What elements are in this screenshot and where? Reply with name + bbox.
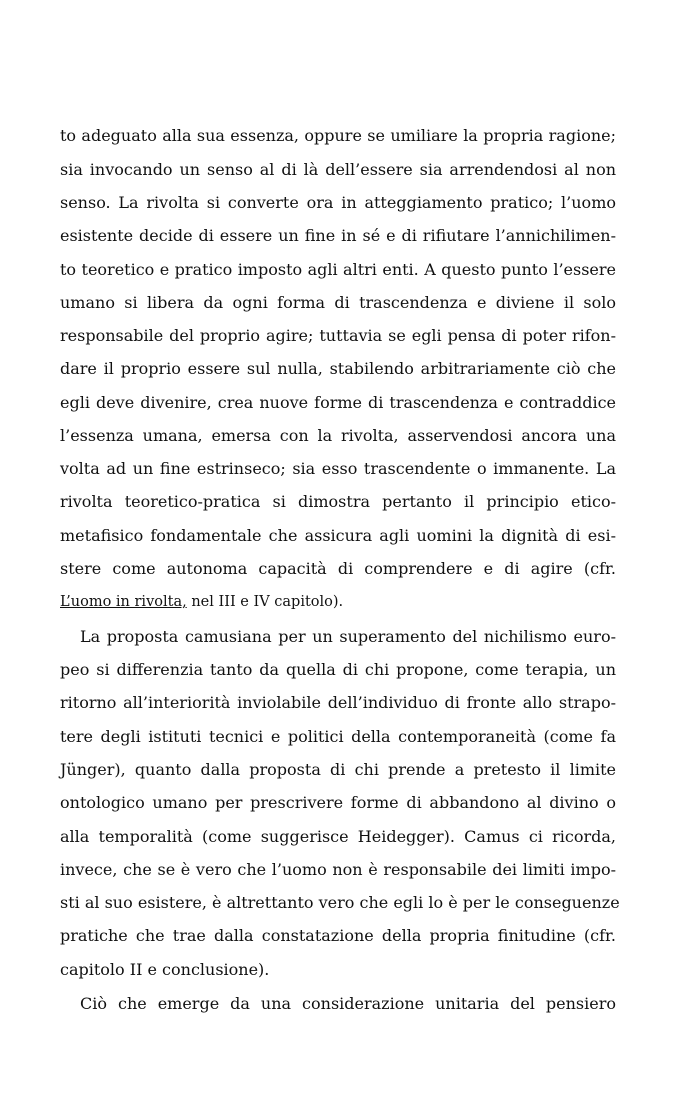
text-line: peo si differenzia tanto da quella di chi propone, come terapia, un (60, 660, 616, 679)
text-line: rivolta teoretico-pratica si dimostra pertanto il principio etico- (60, 492, 616, 511)
text-line: sti al suo esistere, è altrettanto vero che egli lo è per le conseguenze (60, 893, 620, 912)
text-line: metafisico fondamentale che assicura agli uomini la dignità di esi- (60, 526, 616, 545)
text-line: alla temporalità (come suggerisce Heidegger). Camus ci ricorda, (60, 827, 616, 846)
text-line: ritorno all’interiorità inviolabile dell’individuo di fronte allo strapo- (60, 693, 616, 712)
text-line: tere degli istituti tecnici e politici della contemporaneità (come fa (60, 727, 616, 746)
text-line: esistente decide di essere un fine in sé e di rifiutare l’annichilimen- (60, 226, 616, 245)
text-line: egli deve divenire, crea nuove forme di trascendenza e contraddice (60, 393, 616, 412)
text-line: Ciò che emerge da una considerazione unitaria del pensiero (80, 994, 616, 1013)
text-line: invece, che se è vero che l’uomo non è responsabile dei limiti impo- (60, 860, 616, 879)
text-line: La proposta camusiana per un superamento del nichilismo euro- (80, 627, 616, 646)
citation-line (60, 592, 616, 612)
text-line: dare il proprio essere sul nulla, stabilendo arbitrariamente ciò che (60, 359, 616, 378)
text-line: Jünger), quanto dalla proposta di chi prende a pretesto il limite (60, 760, 616, 779)
text-line: senso. La rivolta si converte ora in atteggiamento pratico; l’uomo (60, 193, 616, 212)
text-line: pratiche che trae dalla constatazione della propria finitudine (cfr. (60, 926, 616, 945)
citation-rest: nel III e IV capitolo). (186, 594, 344, 610)
text-line: l’essenza umana, emersa con la rivolta, asservendosi ancora una (60, 426, 616, 445)
text-line: volta ad un fine estrinseco; sia esso trascendente o immanente. La (60, 459, 616, 478)
text-line: to teoretico e pratico imposto agli altri enti. A questo punto l’essere (60, 260, 616, 279)
text-line: stere come autonoma capacità di comprendere e di agire (cfr. (60, 559, 616, 578)
text-line: ontologico umano per prescrivere forme di abbandono al divino o (60, 793, 616, 812)
text-line: to adeguato alla sua essenza, oppure se umiliare la propria ragione; (60, 126, 616, 145)
book-title: L’uomo in rivolta, (60, 594, 187, 610)
text-line: umano si libera da ogni forma di trascendenza e diviene il solo (60, 293, 616, 312)
text-line: capitolo II e conclusione). (60, 960, 270, 979)
text-line: sia invocando un senso al di là dell’essere sia arrendendosi al non (60, 160, 616, 179)
text-line: responsabile del proprio agire; tuttavia se egli pensa di poter rifon- (60, 326, 616, 345)
